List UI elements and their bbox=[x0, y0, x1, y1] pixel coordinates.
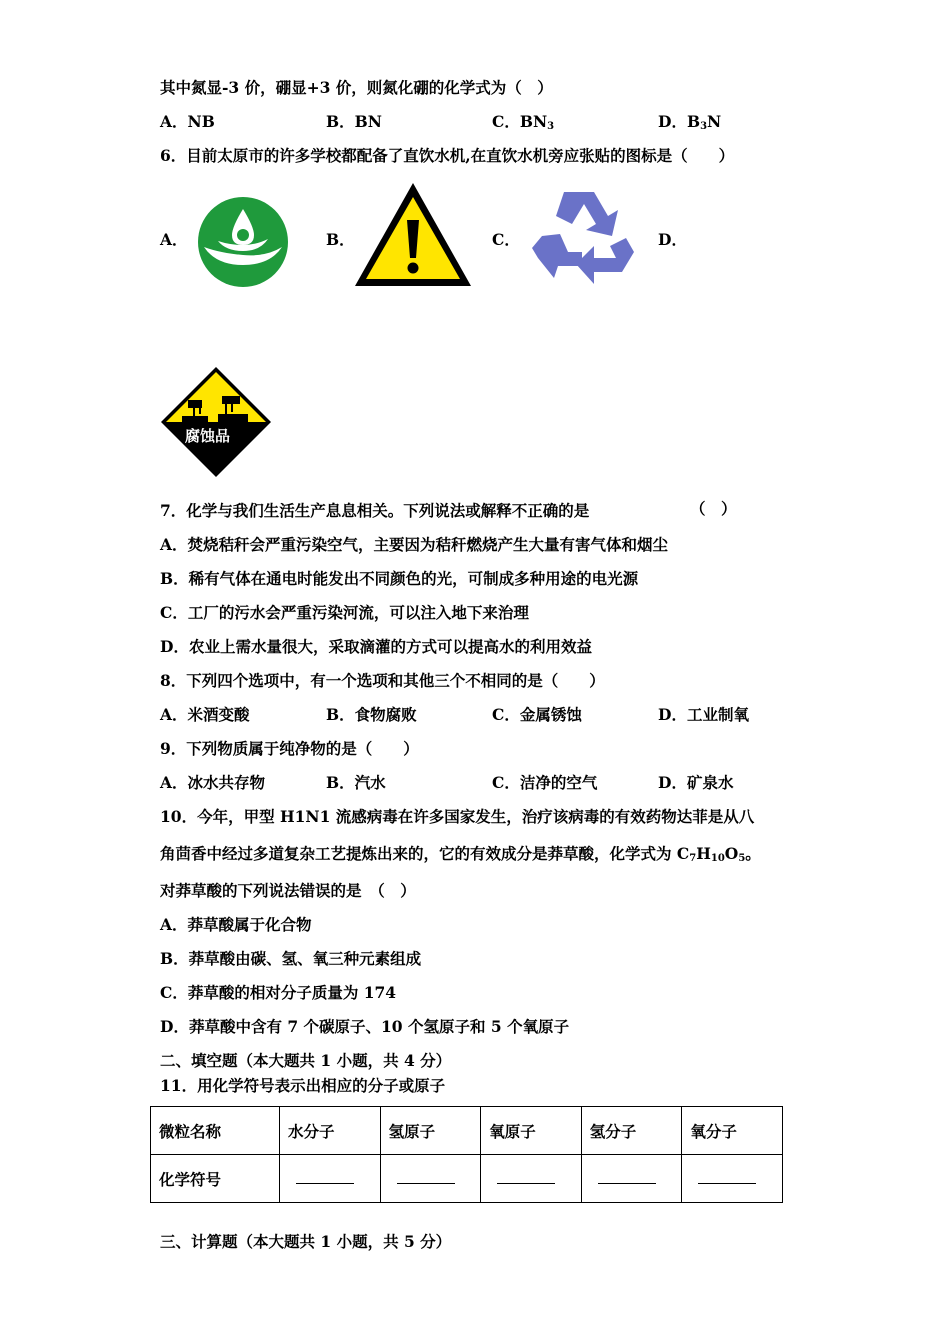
q7-paren: （ ） bbox=[690, 499, 737, 518]
table-row bbox=[151, 1155, 783, 1203]
q9-stem: 9．下列物质属于纯净物的是（ ） bbox=[160, 739, 419, 758]
q6-option-c-label: C． bbox=[492, 230, 520, 249]
q8-option-c: C．金属锈蚀 bbox=[492, 705, 582, 724]
answer-blank-cell[interactable] bbox=[280, 1155, 381, 1203]
q9-option-a: A．冰水共存物 bbox=[160, 773, 266, 792]
q8-stem: 8．下列四个选项中，有一个选项和其他三个不相同的是（ ） bbox=[160, 671, 605, 690]
q6-option-a-label: A． bbox=[160, 230, 188, 249]
q10-line1: 10．今年，甲型 H1N1 流感病毒在许多国家发生，治疗该病毒的有效药物达菲是从八 bbox=[160, 807, 755, 826]
q9-option-b: B．汽水 bbox=[326, 773, 386, 792]
q5-option-d: D．$B_3N$ bbox=[658, 112, 722, 132]
table-header-cell: 氢原子 bbox=[380, 1107, 481, 1155]
q10-option-c: C．莽草酸的相对分子质量为 174 bbox=[160, 983, 397, 1002]
table-header-cell: 氢分子 bbox=[581, 1107, 682, 1155]
recycle-icon bbox=[524, 186, 638, 290]
q7-option-d: D．农业上需水量很大，采取滴灌的方式可以提高水的利用效益 bbox=[160, 637, 592, 656]
table-row bbox=[151, 1107, 783, 1155]
q6-option-b-label: B． bbox=[326, 230, 355, 249]
table-header-cell: 氧原子 bbox=[481, 1107, 582, 1155]
section2-title: 二、填空题（本大题共 1 小题，共 4 分） bbox=[160, 1051, 452, 1070]
q6-stem: 6．目前太原市的许多学校都配备了直饮水机,在直饮水机旁应张贴的图标是（ ） bbox=[160, 146, 735, 165]
q11-stem: 11．用化学符号表示出相应的分子或原子 bbox=[160, 1076, 446, 1095]
section3-title: 三、计算题（本大题共 1 小题，共 5 分） bbox=[160, 1232, 452, 1251]
warning-triangle-icon bbox=[352, 180, 474, 290]
q11-table bbox=[150, 1106, 783, 1203]
q6-option-d-label: D． bbox=[658, 230, 687, 249]
q10-option-a: A．莽草酸属于化合物 bbox=[160, 915, 312, 934]
q10-line3: 对莽草酸的下列说法错误的是 （ ） bbox=[160, 881, 416, 900]
q9-option-d: D．矿泉水 bbox=[658, 773, 734, 792]
q7-option-c: C．工厂的污水会严重污染河流，可以注入地下来治理 bbox=[160, 603, 529, 622]
answer-blank[interactable] bbox=[698, 1169, 756, 1184]
table-header-cell: 水分子 bbox=[280, 1107, 381, 1155]
answer-blank-cell[interactable] bbox=[581, 1155, 682, 1203]
q8-option-a: A．米酒变酸 bbox=[160, 705, 250, 724]
q5-option-c: C．$BN_3$ bbox=[492, 112, 555, 132]
q7-stem: 7．化学与我们生活生产息息相关。下列说法或解释不正确的是 bbox=[160, 501, 590, 520]
answer-blank-cell[interactable] bbox=[481, 1155, 582, 1203]
q5-stem: 其中氮显-3 价，硼显+3 价，则氮化硼的化学式为（ ） bbox=[160, 78, 553, 97]
answer-blank[interactable] bbox=[598, 1169, 656, 1184]
answer-blank-cell[interactable] bbox=[682, 1155, 783, 1203]
answer-blank[interactable] bbox=[397, 1169, 455, 1184]
answer-blank[interactable] bbox=[296, 1169, 354, 1184]
answer-blank-cell[interactable] bbox=[380, 1155, 481, 1203]
q7-option-a: A．焚烧秸秆会严重污染空气，主要因为秸秆燃烧产生大量有害气体和烟尘 bbox=[160, 535, 669, 554]
table-row-label: 化学符号 bbox=[151, 1155, 280, 1203]
q8-option-b: B．食物腐败 bbox=[326, 705, 417, 724]
table-header-cell: 氧分子 bbox=[682, 1107, 783, 1155]
q5-option-a: A．NB bbox=[160, 112, 215, 131]
q10-line2: 角茴香中经过多道复杂工艺提炼出来的，它的有效成分是莽草酸，化学式为 $C_7H_{10}O_5$。 bbox=[160, 844, 761, 864]
corrosive-icon bbox=[160, 366, 272, 478]
q9-option-c: C．洁净的空气 bbox=[492, 773, 598, 792]
corrosive-icon-text: 腐蚀品 bbox=[185, 427, 231, 445]
answer-blank[interactable] bbox=[497, 1169, 555, 1184]
q5-option-b: B．BN bbox=[326, 112, 382, 131]
water-saving-icon bbox=[196, 195, 290, 289]
table-header-cell: 微粒名称 bbox=[151, 1107, 280, 1155]
q10-option-d: D．莽草酸中含有 7 个碳原子、10 个氢原子和 5 个氧原子 bbox=[160, 1017, 570, 1036]
q8-option-d: D．工业制氧 bbox=[658, 705, 749, 724]
q10-option-b: B．莽草酸由碳、氢、氧三种元素组成 bbox=[160, 949, 422, 968]
q7-option-b: B．稀有气体在通电时能发出不同颜色的光，可制成多种用途的电光源 bbox=[160, 569, 639, 588]
